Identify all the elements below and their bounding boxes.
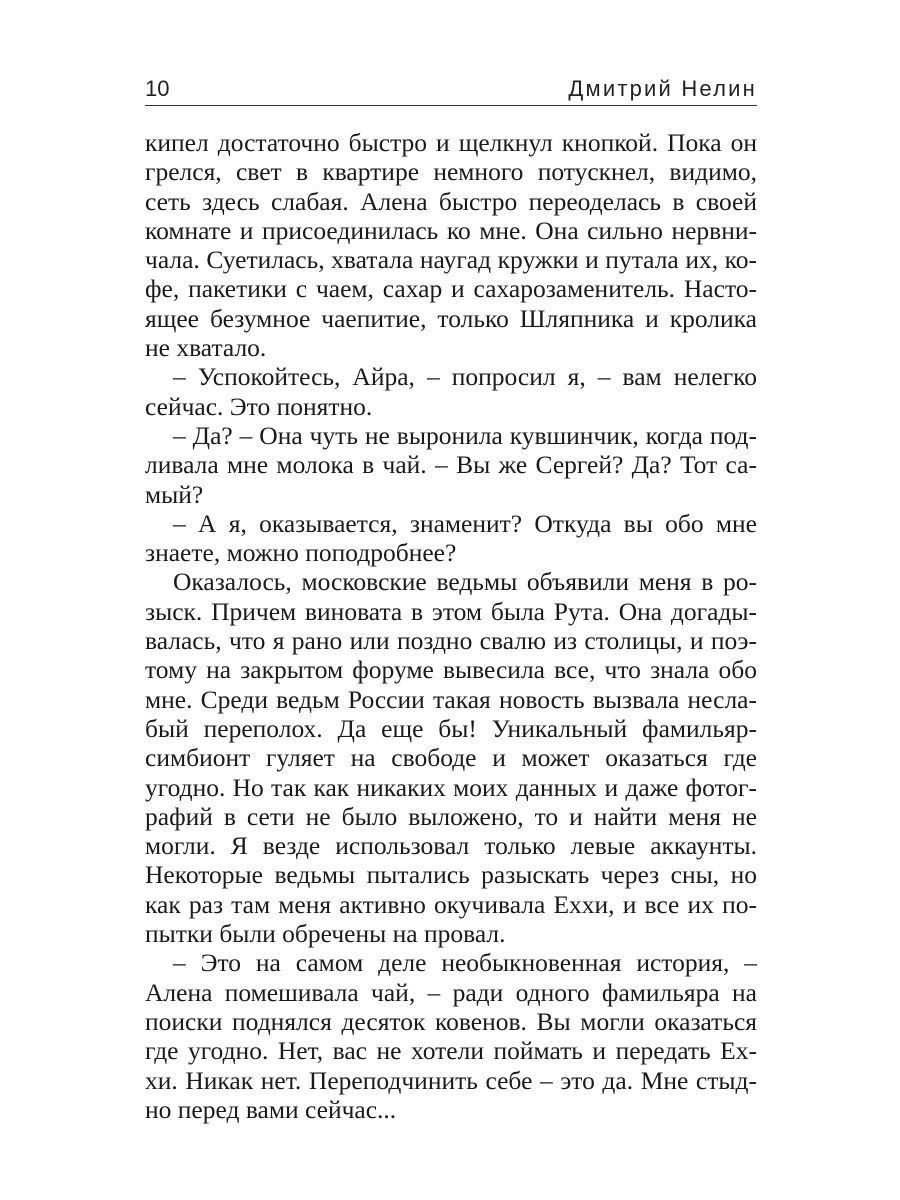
page-number: 10 bbox=[145, 76, 170, 101]
text-line: мый? bbox=[145, 479, 204, 509]
text-line: фе, пакетики с чаем, сахар и сахарозаменитель. Насто- bbox=[145, 274, 757, 304]
text-line: пытки были обречены на провал. bbox=[145, 919, 506, 949]
running-head bbox=[145, 68, 757, 102]
text-line: могли. Я везде использовал только левые аккаунты. bbox=[145, 831, 757, 861]
text-line: не хватало. bbox=[145, 333, 267, 363]
text-line: симбионт гуляет на свободе и может оказаться где bbox=[145, 743, 757, 773]
text-line: сейчас. Это понятно. bbox=[145, 391, 373, 421]
text-line: – А я, оказывается, знаменит? Откуда вы обо мне bbox=[173, 508, 757, 538]
header-rule bbox=[145, 105, 757, 106]
text-line: ливала мне молока в чай. – Вы же Сергей? Да? Тот са- bbox=[145, 450, 757, 480]
text-line: знаете, можно поподробнее? bbox=[145, 538, 457, 568]
text-line: кипел достаточно быстро и щелкнул кнопкой. Пока он bbox=[145, 128, 757, 157]
text-line: чала. Суетилась, хватала наугад кружки и путала их, ко- bbox=[145, 245, 757, 275]
body-text bbox=[145, 128, 757, 1124]
text-line: – Да? – Она чуть не выронила кувшинчик, когда под- bbox=[173, 420, 757, 450]
text-line: сеть здесь слабая. Алена быстро переоделась в своей bbox=[145, 186, 757, 216]
text-line: угодно. Но так как никаких моих данных и даже фотог- bbox=[145, 772, 757, 802]
text-line: Некоторые ведьмы пытались разыскать через сны, но bbox=[145, 860, 757, 890]
text-line: но перед вами сейчас... bbox=[145, 1094, 397, 1124]
text-line: рафий в сети не было выложено, то и найти меня не bbox=[145, 801, 757, 831]
text-line: как раз там меня активно окучивала Ехxи, и все их по- bbox=[145, 889, 757, 919]
text-line: тому на закрытом форуме вывесила все, что знала обо bbox=[145, 655, 757, 685]
text-line: ящее безумное чаепитие, только Шляпника и кролика bbox=[145, 303, 757, 333]
text-line: – Успокойтесь, Айра, – попросил я, – вам нелегко bbox=[173, 362, 757, 392]
text-line: мне. Среди ведьм России такая новость вызвала несла- bbox=[145, 684, 757, 714]
text-line: валась, что я рано или поздно свалю из столицы, и поэ- bbox=[145, 626, 757, 656]
text-line: грелся, свет в квартире немного потускнел, видимо, bbox=[145, 157, 757, 187]
text-line: Алена помешивала чай, – ради одного фамильяра на bbox=[145, 977, 757, 1007]
text-line: Оказалось, московские ведьмы объявили меня в ро- bbox=[173, 567, 757, 597]
text-line: зыск. Причем виновата в этом была Рута. Она догады- bbox=[145, 596, 757, 626]
text-line: – Это на самом деле необыкновенная история, – bbox=[173, 948, 757, 978]
text-line: бый переполох. Да еще бы! Уникальный фамильяр- bbox=[145, 713, 757, 743]
text-line: хи. Никак нет. Переподчинить себе – это да. Мне стыд- bbox=[145, 1065, 757, 1095]
author-name: Дмитрий Нелин bbox=[568, 76, 757, 101]
text-line: поиски поднялся десяток ковенов. Вы могли оказаться bbox=[145, 1006, 757, 1036]
text-line: комнате и присоединилась ко мне. Она сильно нервни- bbox=[145, 215, 757, 245]
text-line: где угодно. Нет, вас не хотели поймать и передать Ех- bbox=[145, 1036, 757, 1066]
